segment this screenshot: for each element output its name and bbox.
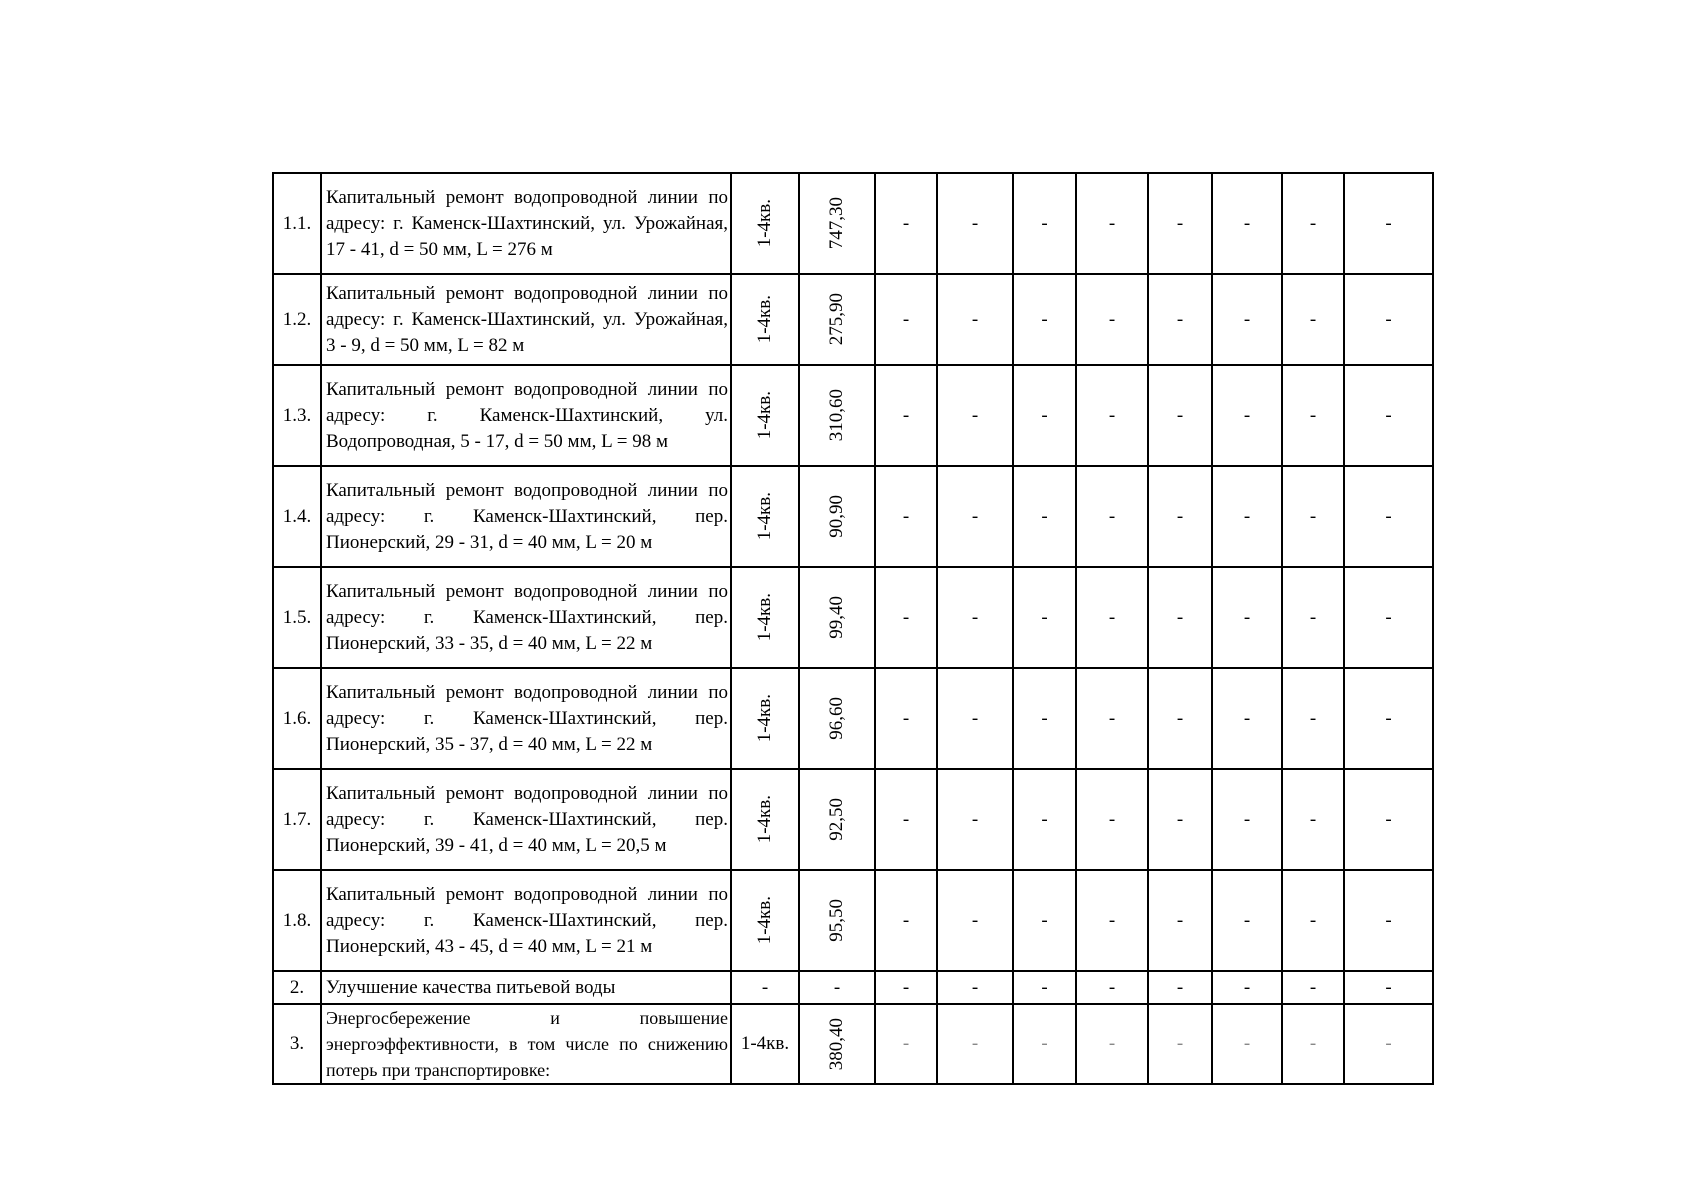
empty-cell: - — [875, 769, 937, 870]
empty-cell: - — [1282, 365, 1344, 466]
period-cell — [731, 173, 799, 274]
empty-cell: - — [875, 173, 937, 274]
amount-text: 92,50 — [826, 798, 847, 841]
empty-cell: - — [1212, 1004, 1282, 1084]
empty-cell: - — [875, 466, 937, 567]
empty-cell: - — [1076, 466, 1148, 567]
amount-cell — [799, 173, 875, 274]
amount-cell — [799, 870, 875, 971]
amount-text: 380,40 — [826, 1017, 847, 1071]
empty-cell: - — [1344, 971, 1433, 1004]
empty-cell: - — [1344, 870, 1433, 971]
period-text: 1-4кв. — [754, 391, 775, 440]
empty-cell: - — [1076, 1004, 1148, 1084]
amount-text: 96,60 — [826, 697, 847, 740]
period-text: 1-4кв. — [754, 694, 775, 743]
row-description: Капитальный ремонт водопроводной линии по адресу: г. Каменск-Шахтинский, пер. Пионерский, 33 - 35, d = 40 мм, L = 22 м — [321, 567, 731, 668]
period-cell — [731, 365, 799, 466]
empty-cell: - — [1282, 466, 1344, 567]
row-number: 1.7. — [273, 769, 321, 870]
row-number: 1.2. — [273, 274, 321, 365]
empty-cell: - — [1076, 769, 1148, 870]
amount-text: 99,40 — [826, 596, 847, 639]
empty-cell: - — [1344, 173, 1433, 274]
amount-cell — [799, 274, 875, 365]
row-number: 1.1. — [273, 173, 321, 274]
empty-cell: - — [1076, 971, 1148, 1004]
empty-cell: - — [1344, 668, 1433, 769]
empty-cell: - — [1076, 668, 1148, 769]
period-cell — [731, 870, 799, 971]
empty-cell: - — [1212, 173, 1282, 274]
row-number: 1.6. — [273, 668, 321, 769]
empty-cell: - — [1013, 365, 1076, 466]
empty-cell: - — [1076, 870, 1148, 971]
empty-cell: - — [1282, 769, 1344, 870]
empty-cell: - — [875, 365, 937, 466]
empty-cell: - — [1344, 365, 1433, 466]
empty-cell: - — [1282, 1004, 1344, 1084]
empty-cell: - — [875, 668, 937, 769]
empty-cell: - — [1013, 274, 1076, 365]
table-row — [273, 466, 1433, 567]
row-number: 1.4. — [273, 466, 321, 567]
empty-cell: - — [1148, 466, 1212, 567]
empty-cell: - — [1282, 668, 1344, 769]
period-text: 1-4кв. — [754, 593, 775, 642]
empty-cell: - — [875, 870, 937, 971]
period-cell: 1-4кв. — [731, 1004, 799, 1084]
empty-cell: - — [1344, 769, 1433, 870]
investment-program-table — [272, 172, 1434, 1085]
row-number: 1.5. — [273, 567, 321, 668]
empty-cell: - — [1013, 173, 1076, 274]
amount-cell: - — [799, 971, 875, 1004]
amount-text: 90,90 — [826, 495, 847, 538]
amount-cell — [799, 668, 875, 769]
empty-cell: - — [1282, 274, 1344, 365]
amount-cell — [799, 567, 875, 668]
empty-cell: - — [937, 365, 1013, 466]
empty-cell: - — [1076, 365, 1148, 466]
period-cell — [731, 274, 799, 365]
row-description: Капитальный ремонт водопроводной линии по адресу: г. Каменск-Шахтинский, пер. Пионерский, 43 - 45, d = 40 мм, L = 21 м — [321, 870, 731, 971]
empty-cell: - — [937, 173, 1013, 274]
table-row — [273, 365, 1433, 466]
amount-cell — [799, 769, 875, 870]
empty-cell: - — [937, 668, 1013, 769]
row-number: 2. — [273, 971, 321, 1004]
empty-cell: - — [1148, 870, 1212, 971]
row-description: Энергосбережение и повышение энергоэффективности, в том числе по снижению потерь при транспортировке: — [321, 1004, 731, 1084]
table-row — [273, 668, 1433, 769]
empty-cell: - — [1013, 870, 1076, 971]
amount-cell — [799, 365, 875, 466]
empty-cell: - — [937, 567, 1013, 668]
empty-cell: - — [875, 1004, 937, 1084]
empty-cell: - — [1148, 567, 1212, 668]
empty-cell: - — [1282, 173, 1344, 274]
empty-cell: - — [1212, 567, 1282, 668]
empty-cell: - — [1344, 274, 1433, 365]
table-row — [273, 971, 1433, 1004]
empty-cell: - — [1344, 1004, 1433, 1084]
period-text: 1-4кв. — [754, 295, 775, 344]
amount-cell — [799, 466, 875, 567]
period-text: 1-4кв. — [754, 795, 775, 844]
period-cell — [731, 567, 799, 668]
row-number: 1.8. — [273, 870, 321, 971]
empty-cell: - — [1212, 870, 1282, 971]
empty-cell: - — [1212, 365, 1282, 466]
empty-cell: - — [1013, 466, 1076, 567]
period-cell — [731, 668, 799, 769]
table-row — [273, 870, 1433, 971]
period-text: 1-4кв. — [754, 492, 775, 541]
period-text: 1-4кв. — [754, 199, 775, 248]
table-row — [273, 567, 1433, 668]
empty-cell: - — [937, 274, 1013, 365]
empty-cell: - — [1282, 870, 1344, 971]
row-number: 3. — [273, 1004, 321, 1084]
row-description: Капитальный ремонт водопроводной линии по адресу: г. Каменск-Шахтинский, ул. Урожайная, 3 - 9, d = 50 мм, L = 82 м — [321, 274, 731, 365]
empty-cell: - — [937, 466, 1013, 567]
row-description: Улучшение качества питьевой воды — [321, 971, 731, 1004]
empty-cell: - — [937, 971, 1013, 1004]
empty-cell: - — [1148, 173, 1212, 274]
empty-cell: - — [1013, 668, 1076, 769]
table-row — [273, 1004, 1433, 1084]
empty-cell: - — [875, 274, 937, 365]
empty-cell: - — [1148, 1004, 1212, 1084]
period-cell: - — [731, 971, 799, 1004]
empty-cell: - — [1148, 769, 1212, 870]
amount-text: 747,30 — [826, 197, 847, 250]
empty-cell: - — [1344, 466, 1433, 567]
empty-cell: - — [1344, 567, 1433, 668]
row-description: Капитальный ремонт водопроводной линии по адресу: г. Каменск-Шахтинский, пер. Пионерский, 35 - 37, d = 40 мм, L = 22 м — [321, 668, 731, 769]
empty-cell: - — [1148, 668, 1212, 769]
empty-cell: - — [875, 567, 937, 668]
empty-cell: - — [1148, 971, 1212, 1004]
empty-cell: - — [1212, 971, 1282, 1004]
row-description: Капитальный ремонт водопроводной линии по адресу: г. Каменск-Шахтинский, пер. Пионерский, 39 - 41, d = 40 мм, L = 20,5 м — [321, 769, 731, 870]
empty-cell: - — [1013, 567, 1076, 668]
row-description: Капитальный ремонт водопроводной линии по адресу: г. Каменск-Шахтинский, ул. Урожайная, 17 - 41, d = 50 мм, L = 276 м — [321, 173, 731, 274]
amount-text: 95,50 — [826, 899, 847, 942]
table-row — [273, 769, 1433, 870]
table-row — [273, 173, 1433, 274]
empty-cell: - — [937, 1004, 1013, 1084]
row-description: Капитальный ремонт водопроводной линии по адресу: г. Каменск-Шахтинский, пер. Пионерский, 29 - 31, d = 40 мм, L = 20 м — [321, 466, 731, 567]
row-description: Капитальный ремонт водопроводной линии по адресу: г. Каменск-Шахтинский, ул. Водопроводная, 5 - 17, d = 50 мм, L = 98 м — [321, 365, 731, 466]
empty-cell: - — [1282, 567, 1344, 668]
empty-cell: - — [1013, 971, 1076, 1004]
row-number: 1.3. — [273, 365, 321, 466]
table-row — [273, 274, 1433, 365]
amount-text: 310,60 — [826, 389, 847, 442]
empty-cell: - — [1282, 971, 1344, 1004]
empty-cell: - — [1013, 1004, 1076, 1084]
empty-cell: - — [1076, 173, 1148, 274]
empty-cell: - — [1212, 274, 1282, 365]
amount-text: 275,90 — [826, 293, 847, 346]
amount-cell — [799, 1004, 875, 1084]
empty-cell: - — [1212, 769, 1282, 870]
empty-cell: - — [937, 870, 1013, 971]
empty-cell: - — [1148, 274, 1212, 365]
period-cell — [731, 769, 799, 870]
empty-cell: - — [1076, 567, 1148, 668]
empty-cell: - — [1148, 365, 1212, 466]
empty-cell: - — [1212, 668, 1282, 769]
period-cell — [731, 466, 799, 567]
empty-cell: - — [1013, 769, 1076, 870]
empty-cell: - — [1076, 274, 1148, 365]
period-text: 1-4кв. — [754, 896, 775, 945]
empty-cell: - — [1212, 466, 1282, 567]
empty-cell: - — [875, 971, 937, 1004]
empty-cell: - — [937, 769, 1013, 870]
